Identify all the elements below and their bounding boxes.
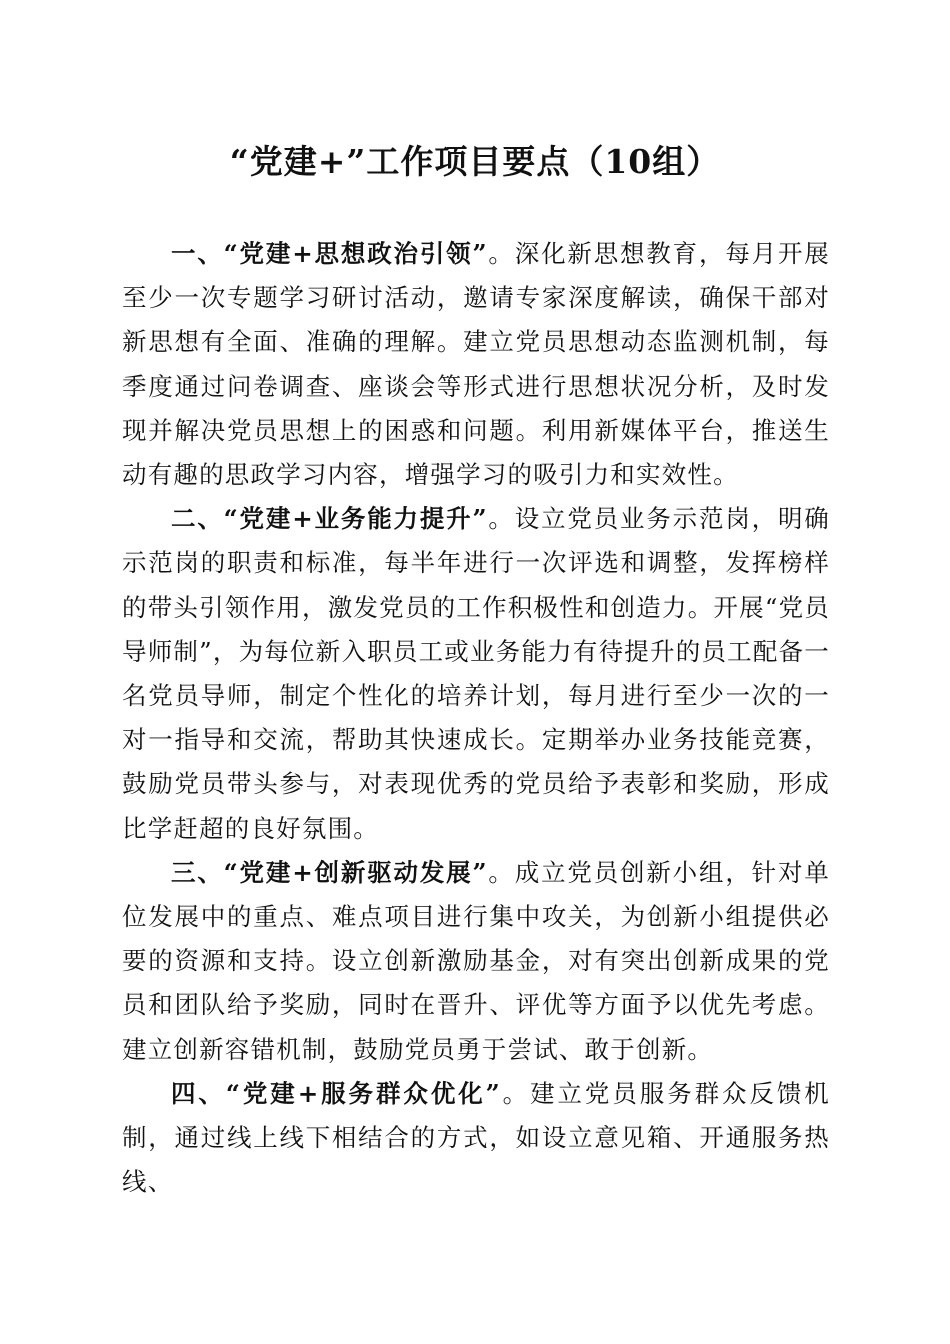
paragraph-4-text: 。建立党员服务群众反馈机制，通过线上线下相结合的方式，如设立意见箱、开通服务热线、 bbox=[122, 1078, 830, 1197]
paragraph-2 bbox=[122, 497, 830, 851]
paragraph-2-heading: 二、“党建+业务能力提升” bbox=[171, 504, 488, 534]
paragraph-1-heading: 一、“党建+思想政治引领” bbox=[171, 239, 488, 268]
paragraph-1-text: 。深化新思想教育，每月开展至少一次专题学习研讨活动，邀请专家深度解读，确保干部对新思想有全面、准确的理解。建立党员思想动态监测机制，每季度通过问卷调查、座谈会等形式进行思想状况分析，及时发现并解决党员思想上的困惑和问题。利用新媒体平台，推送生动有趣的思政学习内容，增强学习的吸引力和实效性。 bbox=[122, 239, 830, 490]
paragraph-4-heading: 四、“党建+服务群众优化” bbox=[171, 1078, 501, 1108]
paragraph-3-heading: 三、“党建+创新驱动发展” bbox=[171, 857, 488, 887]
document-body bbox=[122, 232, 830, 1204]
paragraph-2-text: 。设立党员业务示范岗，明确示范岗的职责和标准，每半年进行一次评选和调整，发挥榜样的带头引领作用，激发党员的工作积极性和创造力。开展“党员导师制”，为每位新入职员工或业务能力有待提升的员工配备一名党员导师，制定个性化的培养计划，每月进行至少一次的一对一指导和交流，帮助其快速成长。定期举办业务技能竞赛，鼓励党员带头参与，对表现优秀的党员给予表彰和奖励，形成比学赶超的良好氛围。 bbox=[122, 504, 830, 843]
paragraph-3 bbox=[122, 851, 830, 1072]
paragraph-3-text: 。成立党员创新小组，针对单位发展中的重点、难点项目进行集中攻关，为创新小组提供必要的资源和支持。设立创新激励基金，对有突出创新成果的党员和团队给予奖励，同时在晋升、评优等方面予以优先考虑。建立创新容错机制，鼓励党员勇于尝试、敢于创新。 bbox=[122, 857, 830, 1064]
paragraph-4 bbox=[122, 1072, 830, 1205]
page-title: “党建+”工作项目要点（10组） bbox=[229, 142, 721, 181]
paragraph-1 bbox=[122, 232, 830, 497]
